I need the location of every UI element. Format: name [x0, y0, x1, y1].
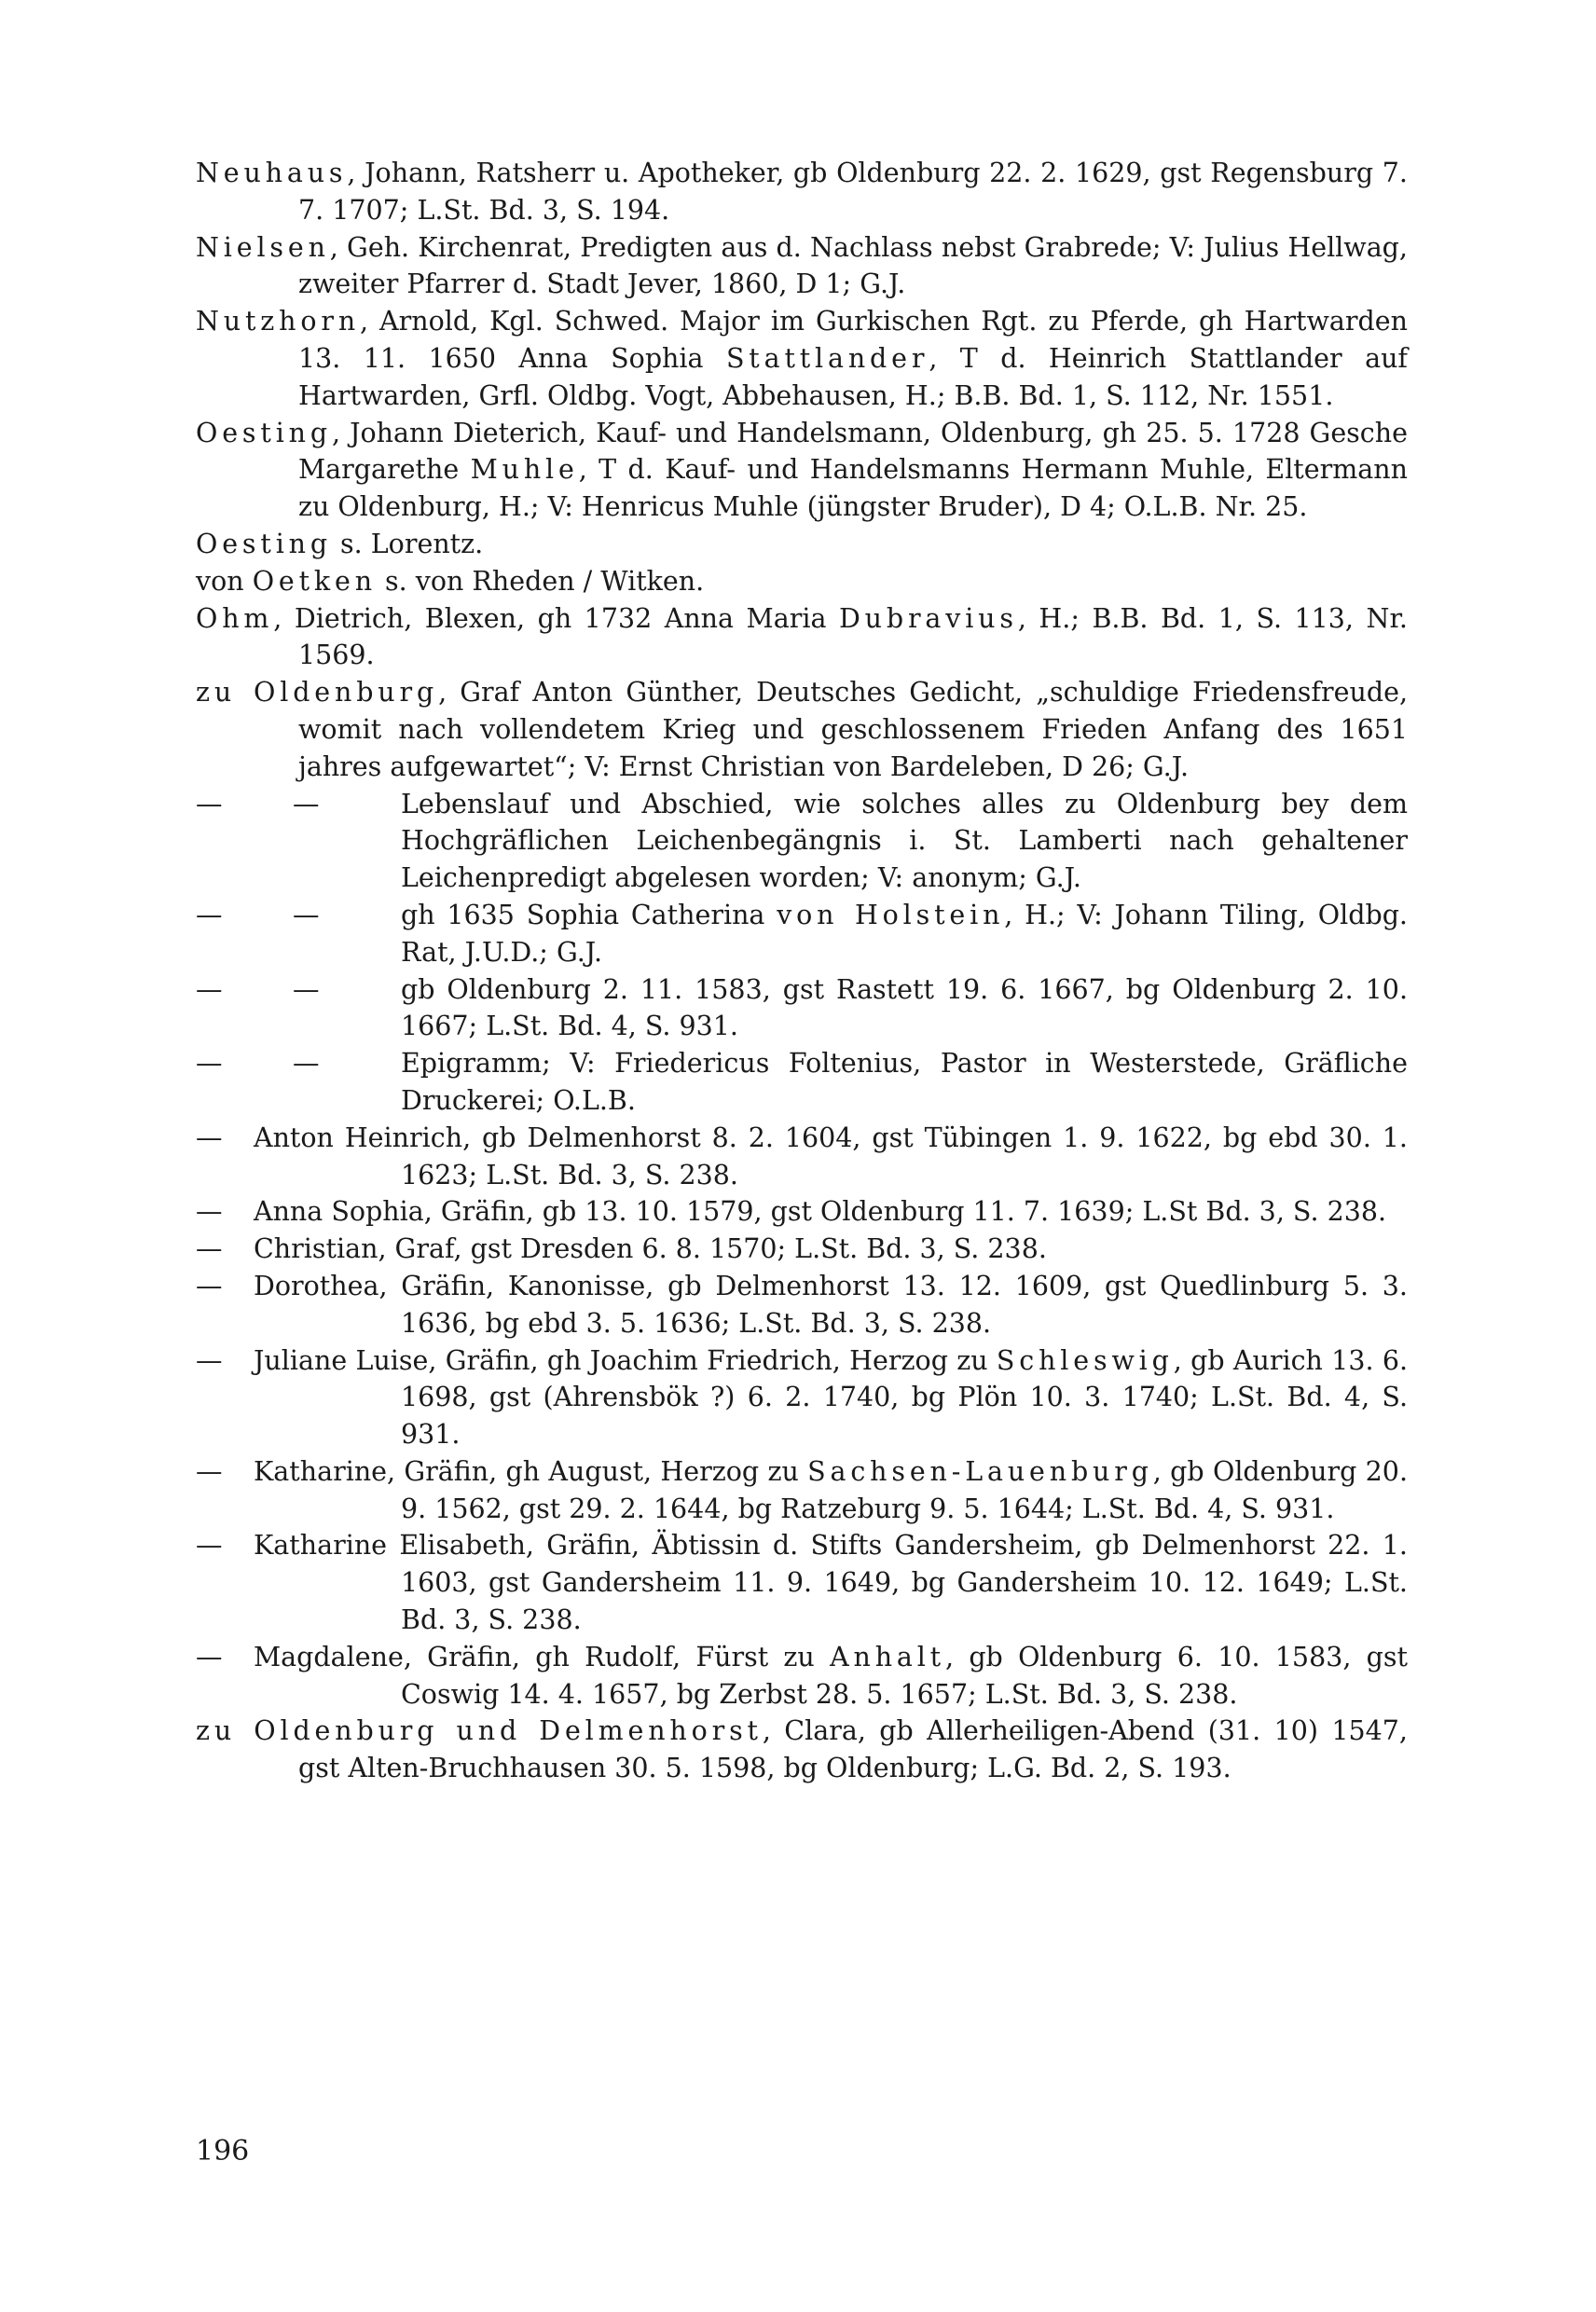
- entry-oesting-ref: [196, 526, 1408, 563]
- entry-name: Nielsen: [196, 231, 330, 263]
- sub-entry-magdalene: [196, 1639, 1408, 1713]
- sub-entry-katharine-elisabeth: [196, 1527, 1408, 1638]
- entry-text: Juliane Luise, Gräfin, gh Joachim Friedrich, Herzog zu: [254, 1344, 997, 1376]
- entry-text: Anna Sophia, Gräfin, gb 13. 10. 1579, gst Oldenburg 11. 7. 1639; L.St Bd. 3, S. 238.: [254, 1196, 1387, 1228]
- entry-text: , Johann Dieterich, Kauf- und Handelsmann, Oldenburg, gh 25. 5. 1728 Gesche Margarethe: [298, 417, 1408, 486]
- spaced-name: Stattlander: [725, 342, 929, 374]
- sub-entry-epigramm: [196, 1045, 1408, 1120]
- entry-oetken: [196, 563, 1408, 600]
- dash-mark: —: [196, 973, 223, 1005]
- entry-text: Katharine, Gräfin, gh August, Herzog zu: [254, 1455, 808, 1487]
- sub-entry-dates: [196, 971, 1408, 1046]
- dash-mark: —: [293, 973, 320, 1005]
- dash-mark: —: [196, 1233, 223, 1265]
- sub-entry-katharine: [196, 1453, 1408, 1528]
- spaced-name: Schleswig: [996, 1344, 1174, 1376]
- dash-mark: —: [293, 899, 320, 930]
- dash-mark: —: [196, 1122, 223, 1153]
- entry-text: Magdalene, Gräfin, gh Rudolf, Fürst zu: [254, 1641, 831, 1672]
- dash-mark: —: [196, 1641, 223, 1672]
- entry-text: gh 1635 Sophia Catherina: [401, 899, 777, 930]
- entry-ohm: [196, 600, 1408, 675]
- entry-text: Lebenslauf und Abschied, wie solches alles zu Oldenburg bey dem Hochgräflichen Leichenbegängnis i. St. Lamberti nach gehaltener Leichenpredigt abgelesen worden; V: anonym; G.J.: [401, 788, 1408, 894]
- dash-mark: —: [196, 899, 223, 930]
- spaced-name: von Holstein: [777, 899, 1005, 930]
- sub-entry-christian: [196, 1231, 1408, 1268]
- sub-entry-anna-sophia: [196, 1193, 1408, 1231]
- dash-mark: —: [196, 1270, 223, 1301]
- entry-text: , Graf Anton Günther, Deutsches Gedicht, „schuldige Friedensfreude, womit nach vollendetem Krieg und geschlossenem Frieden Anfang des 1651 jahres aufgewartet“; V: Ernst Christian von Bardeleben, D 26; G.J.: [298, 677, 1408, 782]
- dash-mark: —: [196, 1048, 223, 1080]
- entry-oesting: [196, 415, 1408, 526]
- entry-text: s. Lorentz.: [331, 528, 484, 559]
- entry-name: Neuhaus: [196, 158, 348, 188]
- entry-nielsen: [196, 229, 1408, 304]
- entry-text: Epigramm; V: Friedericus Foltenius, Pastor in Westerstede, Gräfliche Druckerei; O.L.B.: [401, 1048, 1408, 1116]
- entry-prefix: von: [196, 565, 253, 597]
- dash-mark: —: [196, 1344, 223, 1376]
- spaced-name: Dubravius: [838, 602, 1018, 634]
- entry-name: Oetken: [252, 565, 377, 597]
- entry-text: , gb Oldenburg 6. 10. 1583, gst Coswig 14. 4. 1657, bg Zerbst 28. 5. 1657; L.St. Bd. 3, S. 238.: [401, 1641, 1408, 1710]
- entry-text: , Clara, gb Allerheiligen-Abend (31. 10) 1547, gst Alten-Bruchhausen 30. 5. 1598, bg Oldenburg; L.G. Bd. 2, S. 193.: [298, 1715, 1408, 1784]
- dash-mark: —: [196, 1455, 223, 1487]
- sub-entry-anton-heinrich: [196, 1120, 1408, 1194]
- entry-text: , H.; B.B. Bd. 1, S. 113, Nr. 1569.: [298, 602, 1408, 671]
- entry-nutzhorn: [196, 303, 1408, 414]
- entry-name: Oesting: [196, 417, 332, 448]
- entry-zu-oldenburg: [196, 674, 1408, 785]
- entry-text: Christian, Graf, gst Dresden 6. 8. 1570; L.St. Bd. 3, S. 238.: [254, 1233, 1047, 1265]
- entry-name: Oesting: [196, 528, 332, 559]
- entry-text: Katharine Elisabeth, Gräfin, Äbtissin d. Stifts Gandersheim, gb Delmenhorst 22. 1. 1603, gst Gandersheim 11. 9. 1649, bg Gandersheim 10. 12. 1649; L.St. Bd. 3, S. 238.: [254, 1530, 1408, 1636]
- sub-entry-juliane-luise: [196, 1342, 1408, 1453]
- dash-mark: —: [196, 1196, 223, 1228]
- entry-text: , T d. Kauf- und Handelsmanns Hermann Muhle, Eltermann zu Oldenburg, H.; V: Henricus Muhle (jüngster Bruder), D 4; O.L.B. Nr. 25.: [298, 454, 1408, 523]
- entry-text: s. von Rheden / Witken.: [376, 565, 705, 597]
- entry-neuhaus: [196, 155, 1408, 229]
- entry-text: , Geh. Kirchenrat, Predigten aus d. Nachlass nebst Grabrede; V: Julius Hellwag, zweiter Pfarrer d. Stadt Jever, 1860, D 1; G.J.: [298, 231, 1408, 300]
- entry-text: , gb Aurich 13. 6. 1698, gst (Ahrensbök ?) 6. 2. 1740, bg Plön 10. 3. 1740; L.St. Bd. 4, S. 931.: [401, 1344, 1409, 1451]
- sub-entry-dorothea: [196, 1268, 1408, 1342]
- dash-mark: —: [293, 1048, 320, 1080]
- entry-text: , T d. Heinrich Stattlander auf Hartwarden, Grfl. Oldbg. Vogt, Abbehausen, H.; B.B. Bd. 1, S. 112, Nr. 1551.: [298, 342, 1408, 411]
- entry-text: Anton Heinrich, gb Delmenhorst 8. 2. 1604, gst Tübingen 1. 9. 1622, bg ebd 30. 1. 1623; L.St. Bd. 3, S. 238.: [254, 1122, 1408, 1190]
- sub-entry-marriage: [196, 897, 1408, 971]
- entry-text: , Dietrich, Blexen, gh 1732 Anna Maria: [273, 602, 839, 634]
- dash-mark: —: [196, 788, 223, 819]
- spaced-name: Sachsen-Lauenburg: [807, 1455, 1153, 1487]
- entry-text: Dorothea, Gräfin, Kanonisse, gb Delmenhorst 13. 12. 1609, gst Quedlinburg 5. 3. 1636, bg ebd 3. 5. 1636; L.St. Bd. 3, S. 238.: [254, 1270, 1408, 1339]
- entry-text: , gb Oldenburg 20. 9. 1562, gst 29. 2. 1644, bg Ratzeburg 9. 5. 1644; L.St. Bd. 4, S. 931.: [401, 1455, 1408, 1524]
- entry-text: , H.; V: Johann Tiling, Oldbg. Rat, J.U.D.; G.J.: [401, 899, 1408, 968]
- entry-text: , Johann, Ratsherr u. Apotheker, gb Oldenburg 22. 2. 1629, gst Regensburg 7. 7. 1707; L.St. Bd. 3, S. 194.: [298, 158, 1408, 226]
- entry-text: gb Oldenburg 2. 11. 1583, gst Rastett 19. 6. 1667, bg Oldenburg 2. 10. 1667; L.St. Bd. 4, S. 931.: [401, 973, 1408, 1042]
- entry-name: Ohm: [196, 602, 274, 634]
- page-number: 196: [196, 2135, 250, 2168]
- entry-oldenburg-delmenhorst: [196, 1713, 1408, 1787]
- entry-text: , Arnold, Kgl. Schwed. Major im Gurkischen Rgt. zu Pferde, gh Hartwarden 13. 11. 1650 Anna Sophia: [298, 306, 1408, 374]
- dash-mark: —: [196, 1530, 223, 1562]
- entry-name: zu Oldenburg: [196, 677, 439, 709]
- spaced-name: Anhalt: [830, 1641, 945, 1672]
- text-column: [196, 155, 1408, 1787]
- entry-name: Nutzhorn: [196, 306, 361, 337]
- dash-mark: —: [293, 788, 320, 819]
- entry-name: zu Oldenburg und Delmenhorst: [196, 1715, 763, 1747]
- sub-entry-lebenslauf: [196, 786, 1408, 897]
- spaced-name: Muhle: [470, 454, 579, 486]
